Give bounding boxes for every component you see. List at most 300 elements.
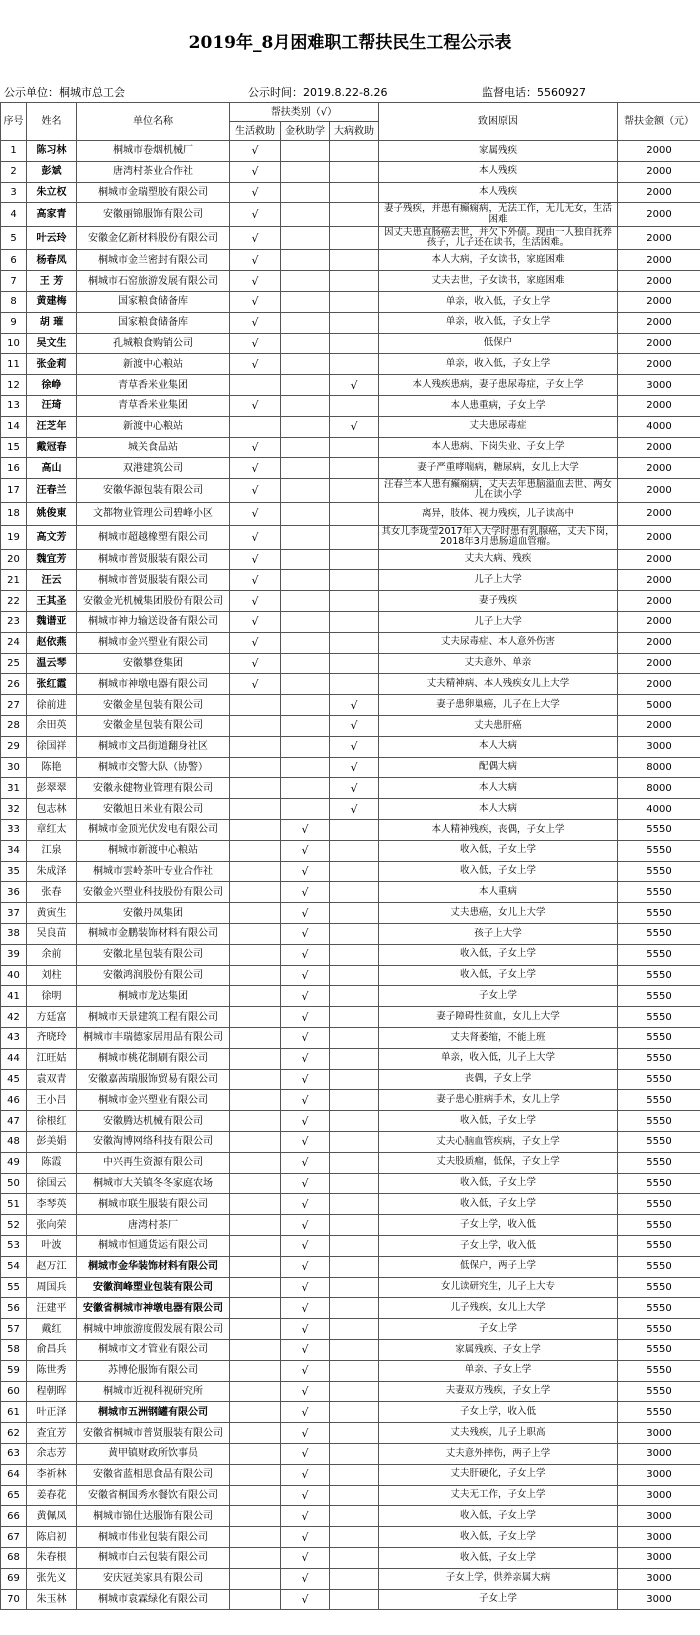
cell-cat-edu: √	[281, 1027, 330, 1048]
cell-amount: 3000	[618, 736, 700, 757]
cell-name: 包志林	[27, 799, 77, 820]
cell-cat-life	[230, 903, 281, 924]
cell-unit: 双港建筑公司	[77, 458, 230, 479]
cell-unit: 桐城市天景建筑工程有限公司	[77, 1007, 230, 1028]
cell-cat-life	[230, 965, 281, 986]
cell-cat-life	[230, 716, 281, 737]
cell-seq: 26	[1, 674, 27, 695]
cell-name: 程朝晖	[27, 1381, 77, 1402]
cell-cat-life: √	[230, 271, 281, 292]
table-row	[1, 1423, 700, 1444]
cell-amount: 5550	[618, 1027, 700, 1048]
cell-seq: 52	[1, 1215, 27, 1236]
table-row	[1, 1090, 700, 1111]
cell-cat-ill	[330, 1090, 379, 1111]
table-row	[1, 736, 700, 757]
cell-cat-life	[230, 924, 281, 945]
cell-cat-life	[230, 1443, 281, 1464]
table-row	[1, 840, 700, 861]
table-row	[1, 250, 700, 271]
cell-reason: 丈夫肾萎缩，不能上班	[379, 1027, 618, 1048]
cell-reason: 收入低，子女上学	[379, 965, 618, 986]
cell-cat-ill	[330, 1443, 379, 1464]
cell-cat-edu: √	[281, 986, 330, 1007]
cell-cat-edu	[281, 736, 330, 757]
cell-cat-edu: √	[281, 1048, 330, 1069]
cell-reason: 子女上学，供养亲属大病	[379, 1568, 618, 1589]
header-cat-life: 生活救助	[230, 122, 281, 141]
table-row	[1, 526, 700, 550]
header-name: 姓名	[27, 103, 77, 141]
cell-name: 徐峥	[27, 375, 77, 396]
cell-cat-ill	[330, 1464, 379, 1485]
cell-reason: 丧偶，子女上学	[379, 1069, 618, 1090]
cell-cat-ill	[330, 1568, 379, 1589]
cell-cat-edu	[281, 271, 330, 292]
cell-cat-ill	[330, 861, 379, 882]
cell-unit: 安徽丽锦服饰有限公司	[77, 203, 230, 227]
cell-amount: 5550	[618, 1215, 700, 1236]
cell-unit: 桐城市大关镇冬冬家庭农场	[77, 1173, 230, 1194]
cell-reason: 妻子患心脏病手术，女儿上学	[379, 1090, 618, 1111]
cell-amount: 2000	[618, 250, 700, 271]
cell-amount: 5550	[618, 882, 700, 903]
cell-amount: 2000	[618, 549, 700, 570]
cell-reason: 因丈夫患直肠癌去世，并欠下外债。现由一人独自抚养孩子，儿子还在读书，生活困难。	[379, 226, 618, 250]
cell-unit: 桐城市金兴塑业有限公司	[77, 632, 230, 653]
cell-seq: 21	[1, 570, 27, 591]
cell-cat-life	[230, 820, 281, 841]
cell-cat-life	[230, 1527, 281, 1548]
cell-seq: 63	[1, 1443, 27, 1464]
cell-cat-edu: √	[281, 861, 330, 882]
cell-seq: 3	[1, 182, 27, 203]
cell-name: 吴文生	[27, 333, 77, 354]
cell-seq: 20	[1, 549, 27, 570]
cell-cat-ill	[330, 1131, 379, 1152]
cell-amount: 2000	[618, 674, 700, 695]
cell-name: 方廷富	[27, 1007, 77, 1028]
cell-cat-ill	[330, 1527, 379, 1548]
cell-name: 张金莉	[27, 354, 77, 375]
table-row	[1, 1152, 700, 1173]
cell-seq: 24	[1, 632, 27, 653]
cell-seq: 58	[1, 1339, 27, 1360]
cell-cat-life: √	[230, 479, 281, 503]
cell-cat-life	[230, 1339, 281, 1360]
table-row	[1, 1527, 700, 1548]
cell-seq: 53	[1, 1235, 27, 1256]
table-row	[1, 570, 700, 591]
cell-name: 高家青	[27, 203, 77, 227]
cell-unit: 桐城市金瑞塑胶有限公司	[77, 182, 230, 203]
cell-unit: 桐城市普贤服装有限公司	[77, 549, 230, 570]
cell-name: 戴冠春	[27, 437, 77, 458]
cell-reason: 本人残疾	[379, 161, 618, 182]
cell-cat-edu: √	[281, 1277, 330, 1298]
cell-cat-ill	[330, 1547, 379, 1568]
cell-cat-edu: √	[281, 1485, 330, 1506]
cell-cat-ill	[330, 333, 379, 354]
cell-cat-life	[230, 375, 281, 396]
cell-cat-life	[230, 840, 281, 861]
cell-seq: 35	[1, 861, 27, 882]
cell-amount: 4000	[618, 799, 700, 820]
cell-amount: 5550	[618, 1256, 700, 1277]
cell-reason: 单亲，收入低，儿子上大学	[379, 1048, 618, 1069]
table-row	[1, 612, 700, 633]
cell-seq: 47	[1, 1111, 27, 1132]
cell-cat-edu	[281, 502, 330, 526]
cell-unit: 桐城市伟业包装有限公司	[77, 1527, 230, 1548]
cell-cat-edu: √	[281, 1360, 330, 1381]
cell-cat-ill	[330, 458, 379, 479]
cell-unit: 安徽永健物业管理有限公司	[77, 778, 230, 799]
table-row	[1, 1360, 700, 1381]
cell-cat-ill: √	[330, 778, 379, 799]
cell-cat-edu: √	[281, 1443, 330, 1464]
table-row	[1, 458, 700, 479]
cell-unit: 安徽省桐城市神墩电器有限公司	[77, 1298, 230, 1319]
cell-name: 余田英	[27, 716, 77, 737]
cell-unit: 桐城市恒通货运有限公司	[77, 1235, 230, 1256]
cell-unit: 安徽金亿新材料股份有限公司	[77, 226, 230, 250]
table-row	[1, 1131, 700, 1152]
cell-seq: 33	[1, 820, 27, 841]
cell-cat-edu: √	[281, 1256, 330, 1277]
cell-cat-life	[230, 986, 281, 1007]
cell-unit: 新渡中心粮站	[77, 416, 230, 437]
cell-reason: 丈夫大病、残疾	[379, 549, 618, 570]
cell-name: 陈霞	[27, 1152, 77, 1173]
cell-cat-edu: √	[281, 1568, 330, 1589]
cell-name: 吴良苗	[27, 924, 77, 945]
cell-seq: 69	[1, 1568, 27, 1589]
cell-name: 章红太	[27, 820, 77, 841]
cell-cat-ill	[330, 271, 379, 292]
table-row	[1, 161, 700, 182]
cell-name: 汪云	[27, 570, 77, 591]
cell-seq: 36	[1, 882, 27, 903]
table-row	[1, 437, 700, 458]
cell-seq: 68	[1, 1547, 27, 1568]
cell-seq: 44	[1, 1048, 27, 1069]
table-row	[1, 375, 700, 396]
cell-cat-edu	[281, 375, 330, 396]
cell-cat-edu	[281, 395, 330, 416]
cell-amount: 3000	[618, 1547, 700, 1568]
cell-cat-life: √	[230, 354, 281, 375]
cell-amount: 5550	[618, 1381, 700, 1402]
cell-cat-ill	[330, 1506, 379, 1527]
cell-cat-edu: √	[281, 1069, 330, 1090]
table-row	[1, 395, 700, 416]
table-row	[1, 271, 700, 292]
cell-reason: 本人患病、下岗失业、子女上学	[379, 437, 618, 458]
meta-bar	[0, 80, 700, 102]
cell-cat-ill	[330, 1152, 379, 1173]
cell-reason: 家属残疾、子女上学	[379, 1339, 618, 1360]
cell-unit: 桐城市神力输送设备有限公司	[77, 612, 230, 633]
cell-reason: 妻子残疾，并患有癫痫病，无法工作，无儿无女，生活困难	[379, 203, 618, 227]
cell-seq: 59	[1, 1360, 27, 1381]
table-row	[1, 182, 700, 203]
cell-seq: 57	[1, 1319, 27, 1340]
cell-cat-ill	[330, 291, 379, 312]
cell-cat-life	[230, 1111, 281, 1132]
cell-seq: 39	[1, 944, 27, 965]
cell-seq: 31	[1, 778, 27, 799]
cell-cat-ill	[330, 1360, 379, 1381]
cell-amount: 5550	[618, 1090, 700, 1111]
table-row	[1, 502, 700, 526]
cell-amount: 8000	[618, 757, 700, 778]
table-row	[1, 1464, 700, 1485]
cell-cat-edu: √	[281, 944, 330, 965]
cell-cat-life: √	[230, 161, 281, 182]
cell-seq: 2	[1, 161, 27, 182]
cell-cat-life: √	[230, 250, 281, 271]
cell-cat-life	[230, 1506, 281, 1527]
cell-name: 汪建平	[27, 1298, 77, 1319]
cell-amount: 2000	[618, 333, 700, 354]
cell-seq: 11	[1, 354, 27, 375]
table-row	[1, 141, 700, 162]
cell-seq: 62	[1, 1423, 27, 1444]
cell-amount: 5550	[618, 1402, 700, 1423]
cell-reason: 子女上学，收入低	[379, 1402, 618, 1423]
cell-name: 王其圣	[27, 591, 77, 612]
cell-amount: 2000	[618, 312, 700, 333]
cell-unit: 桐城市交警大队（协警）	[77, 757, 230, 778]
cell-reason: 本人重病	[379, 882, 618, 903]
header-cat-ill: 大病救助	[330, 122, 379, 141]
cell-reason: 收入低，子女上学	[379, 1173, 618, 1194]
cell-amount: 3000	[618, 1527, 700, 1548]
cell-cat-ill	[330, 250, 379, 271]
cell-cat-life	[230, 1215, 281, 1236]
cell-reason: 收入低，子女上学	[379, 1527, 618, 1548]
table-row	[1, 226, 700, 250]
cell-seq: 42	[1, 1007, 27, 1028]
cell-cat-ill	[330, 570, 379, 591]
cell-name: 黄寅生	[27, 903, 77, 924]
cell-amount: 2000	[618, 591, 700, 612]
cell-cat-life: √	[230, 226, 281, 250]
cell-reason: 丈夫意外、单亲	[379, 653, 618, 674]
cell-name: 姚俊東	[27, 502, 77, 526]
cell-name: 魏宜芳	[27, 549, 77, 570]
cell-cat-life: √	[230, 502, 281, 526]
cell-amount: 2000	[618, 161, 700, 182]
cell-cat-ill: √	[330, 695, 379, 716]
cell-unit: 安徽腾达机械有限公司	[77, 1111, 230, 1132]
cell-cat-ill	[330, 965, 379, 986]
cell-amount: 3000	[618, 1589, 700, 1610]
cell-cat-life	[230, 1007, 281, 1028]
cell-cat-edu	[281, 716, 330, 737]
cell-amount: 8000	[618, 778, 700, 799]
cell-cat-edu: √	[281, 1131, 330, 1152]
cell-reason: 丈夫心脑血管疾病，子女上学	[379, 1131, 618, 1152]
cell-unit: 安徽嘉茜瑞服饰贸易有限公司	[77, 1069, 230, 1090]
cell-amount: 2000	[618, 226, 700, 250]
cell-name: 徐前进	[27, 695, 77, 716]
cell-cat-life: √	[230, 570, 281, 591]
cell-unit: 桐城中坤旅游度假发展有限公司	[77, 1319, 230, 1340]
cell-unit: 城关食品站	[77, 437, 230, 458]
table-row	[1, 757, 700, 778]
cell-seq: 41	[1, 986, 27, 1007]
cell-reason: 丈夫无工作，子女上学	[379, 1485, 618, 1506]
cell-reason: 女儿读研究生，儿子上大专	[379, 1277, 618, 1298]
cell-reason: 丈夫患尿毒症	[379, 416, 618, 437]
cell-seq: 55	[1, 1277, 27, 1298]
cell-cat-life: √	[230, 458, 281, 479]
cell-unit: 安徽省桐国秀水餐饮有限公司	[77, 1485, 230, 1506]
cell-name: 杨春凤	[27, 250, 77, 271]
table-row	[1, 882, 700, 903]
cell-name: 姜春花	[27, 1485, 77, 1506]
cell-cat-ill	[330, 674, 379, 695]
cell-cat-ill	[330, 944, 379, 965]
cell-cat-ill	[330, 903, 379, 924]
cell-cat-life	[230, 757, 281, 778]
cell-unit: 桐城市卷烟机械厂	[77, 141, 230, 162]
cell-cat-edu	[281, 416, 330, 437]
cell-name: 胡 璀	[27, 312, 77, 333]
table-row	[1, 632, 700, 653]
cell-reason: 本人大病，子女读书，家庭困难	[379, 250, 618, 271]
cell-reason: 妻子障碍性贫血，女儿上大学	[379, 1007, 618, 1028]
table-row	[1, 716, 700, 737]
cell-cat-edu	[281, 757, 330, 778]
cell-name: 陈启初	[27, 1527, 77, 1548]
cell-cat-edu: √	[281, 1235, 330, 1256]
cell-amount: 3000	[618, 1506, 700, 1527]
cell-unit: 安徽丹凤集团	[77, 903, 230, 924]
cell-cat-edu: √	[281, 1464, 330, 1485]
cell-cat-life: √	[230, 591, 281, 612]
cell-seq: 66	[1, 1506, 27, 1527]
cell-seq: 18	[1, 502, 27, 526]
cell-cat-life	[230, 1090, 281, 1111]
cell-cat-life: √	[230, 612, 281, 633]
table-row	[1, 1111, 700, 1132]
table-row	[1, 820, 700, 841]
cell-reason: 收入低，子女上学	[379, 840, 618, 861]
table-row	[1, 1048, 700, 1069]
cell-cat-ill	[330, 161, 379, 182]
cell-cat-edu: √	[281, 1402, 330, 1423]
cell-cat-life: √	[230, 674, 281, 695]
cell-seq: 5	[1, 226, 27, 250]
cell-unit: 安徽淘博网络科技有限公司	[77, 1131, 230, 1152]
table-row	[1, 1589, 700, 1610]
cell-cat-edu	[281, 591, 330, 612]
cell-amount: 5550	[618, 1235, 700, 1256]
cell-reason: 低保户	[379, 333, 618, 354]
cell-name: 黄佩凤	[27, 1506, 77, 1527]
cell-cat-ill: √	[330, 416, 379, 437]
cell-cat-ill	[330, 1048, 379, 1069]
cell-unit: 桐城市龙达集团	[77, 986, 230, 1007]
cell-seq: 25	[1, 653, 27, 674]
table-row	[1, 1194, 700, 1215]
cell-seq: 16	[1, 458, 27, 479]
cell-name: 张先义	[27, 1568, 77, 1589]
table-row	[1, 965, 700, 986]
cell-unit: 安徽金光机械集团股份有限公司	[77, 591, 230, 612]
cell-seq: 9	[1, 312, 27, 333]
cell-seq: 27	[1, 695, 27, 716]
cell-cat-edu: √	[281, 820, 330, 841]
table-row	[1, 695, 700, 716]
cell-cat-ill	[330, 1256, 379, 1277]
cell-reason: 丈夫股质瘤，低保，子女上学	[379, 1152, 618, 1173]
table-row	[1, 1069, 700, 1090]
cell-seq: 48	[1, 1131, 27, 1152]
cell-name: 叶波	[27, 1235, 77, 1256]
cell-seq: 45	[1, 1069, 27, 1090]
cell-cat-edu: √	[281, 1194, 330, 1215]
table-row	[1, 778, 700, 799]
cell-unit: 桐城市锦仕达服饰有限公司	[77, 1506, 230, 1527]
table-row	[1, 333, 700, 354]
cell-cat-life: √	[230, 526, 281, 550]
cell-amount: 5550	[618, 840, 700, 861]
cell-cat-edu	[281, 549, 330, 570]
table-row	[1, 1402, 700, 1423]
cell-cat-life	[230, 1568, 281, 1589]
cell-unit: 桐城市五洲钢罐有限公司	[77, 1402, 230, 1423]
table-row	[1, 1485, 700, 1506]
table-row	[1, 1506, 700, 1527]
cell-reason: 单亲，收入低，子女上学	[379, 291, 618, 312]
table-row	[1, 674, 700, 695]
cell-reason: 丈夫肝硬化，子女上学	[379, 1464, 618, 1485]
cell-name: 戴红	[27, 1319, 77, 1340]
cell-name: 彭翠翠	[27, 778, 77, 799]
cell-cat-life: √	[230, 291, 281, 312]
cell-reason: 本人大病	[379, 799, 618, 820]
cell-unit: 唐湾村茶厂	[77, 1215, 230, 1236]
cell-reason: 收入低，子女上学	[379, 861, 618, 882]
cell-cat-edu	[281, 291, 330, 312]
cell-unit: 安徽金兴塑业科技股份有限公司	[77, 882, 230, 903]
cell-name: 叶云玲	[27, 226, 77, 250]
cell-cat-ill	[330, 526, 379, 550]
cell-reason: 离异，肢体、视力残疾，儿子读高中	[379, 502, 618, 526]
cell-cat-edu: √	[281, 1423, 330, 1444]
cell-amount: 5550	[618, 820, 700, 841]
cell-cat-life: √	[230, 333, 281, 354]
cell-name: 张向荣	[27, 1215, 77, 1236]
cell-cat-life	[230, 1319, 281, 1340]
cell-cat-ill	[330, 882, 379, 903]
cell-seq: 70	[1, 1589, 27, 1610]
cell-cat-ill	[330, 612, 379, 633]
cell-cat-ill	[330, 395, 379, 416]
cell-reason: 汪春兰本人患有癫痫病，丈夫去年患脑溢血去世、两女儿在读小学	[379, 479, 618, 503]
cell-unit: 安徽旭日米业有限公司	[77, 799, 230, 820]
cell-cat-edu: √	[281, 1215, 330, 1236]
cell-name: 黄建梅	[27, 291, 77, 312]
cell-cat-life: √	[230, 182, 281, 203]
cell-seq: 61	[1, 1402, 27, 1423]
publishing-unit: 公示单位：桐城市总工会	[4, 86, 125, 99]
cell-cat-ill	[330, 820, 379, 841]
